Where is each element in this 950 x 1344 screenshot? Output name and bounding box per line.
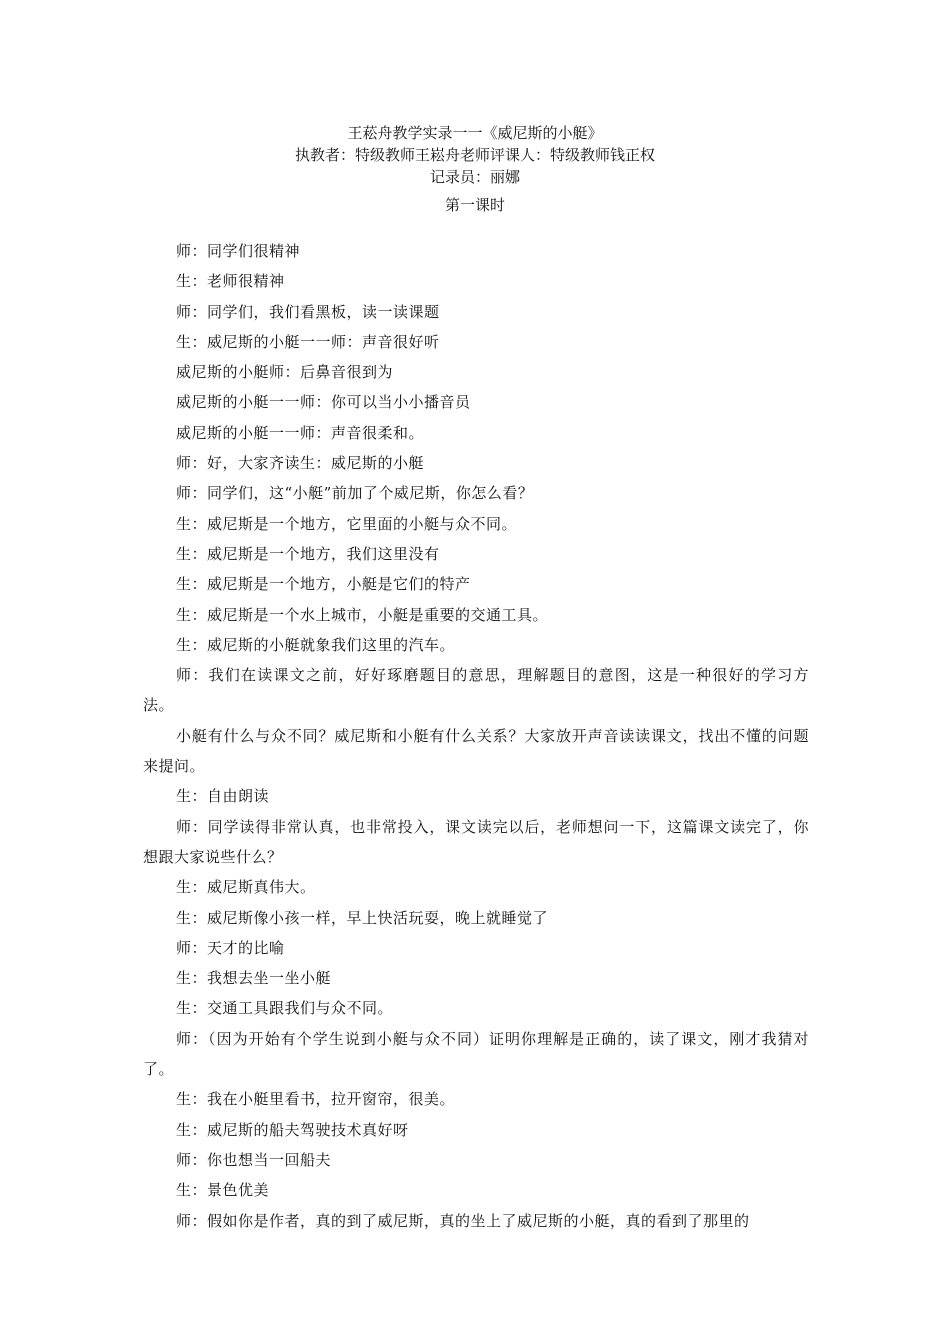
transcript-line: 师：我们在读课文之前，好好琢磨题目的意思，理解题目的意图，这是一种很好的学习方法。 (143, 666, 809, 715)
transcript-body (143, 236, 809, 1236)
document-credits: 执教者：特级教师王崧舟老师评课人：特级教师钱正权 (294, 146, 655, 164)
transcript-line: 生：威尼斯是一个水上城市，小艇是重要的交通工具。 (176, 605, 549, 624)
transcript-line: 生：交通工具跟我们与众不同。 (176, 999, 394, 1018)
transcript-line: 生：我在小艇里看书，拉开窗帘，很美。 (176, 1090, 456, 1109)
transcript-line: 生：我想去坐一坐小艇 (176, 969, 332, 988)
lesson-heading: 第一课时 (444, 196, 505, 214)
transcript-line: 威尼斯的小艇一一师：你可以当小小播音员 (176, 393, 471, 412)
transcript-line: 生：威尼斯的小艇就象我们这里的汽车。 (176, 635, 456, 654)
transcript-line: 生：老师很精神 (176, 272, 285, 291)
document-header (0, 122, 950, 216)
transcript-line: 生：威尼斯的小艇一一师：声音很好听 (176, 332, 440, 351)
transcript-line: 师：同学们，这“小艇”前加了个威尼斯，你怎么看？ (176, 484, 534, 503)
transcript-line: 生：威尼斯的船夫驾驶技术真好呀 (176, 1120, 409, 1139)
transcript-line: 生：威尼斯是一个地方，它里面的小艇与众不同。 (176, 514, 518, 533)
transcript-line: 生：威尼斯是一个地方，我们这里没有 (176, 544, 440, 563)
document-recorder: 记录员：丽娜 (429, 168, 520, 186)
transcript-line: 师：同学们很精神 (176, 242, 301, 260)
transcript-line: 师：好，大家齐读生：威尼斯的小艇 (176, 454, 425, 473)
transcript-line: 生：景色优美 (176, 1181, 270, 1200)
transcript-line: 生：威尼斯是一个地方，小艇是它们的特产 (176, 575, 471, 594)
transcript-line: 师：天才的比喻 (176, 938, 285, 957)
transcript-line: 生：威尼斯像小孩一样，早上快活玩耍，晚上就睡觉了 (176, 908, 549, 927)
transcript-line: 师：（因为开始有个学生说到小艇与众不同）证明你理解是正确的，读了课文，刚才我猜对了。 (143, 1029, 809, 1079)
transcript-line: 师：同学读得非常认真，也非常投入，课文读完以后，老师想问一下，这篇课文读完了，你想跟大家说些什么？ (143, 817, 809, 866)
transcript-line: 师：你也想当一回船夫 (176, 1150, 332, 1169)
transcript-line: 威尼斯的小艇师：后鼻音很到为 (176, 363, 394, 382)
document-title: 王菘舟教学实录一一《威尼斯的小艇》 (347, 124, 603, 142)
transcript-line: 师：假如你是作者，真的到了威尼斯，真的坐上了威尼斯的小艇，真的看到了那里的 (176, 1211, 750, 1230)
transcript-line: 师：同学们，我们看黑板，读一读课题 (176, 302, 440, 321)
transcript-line: 小艇有什么与众不同？威尼斯和小艇有什么关系？大家放开声音读读课文，找出不懂的问题来提问。 (143, 726, 809, 776)
transcript-line: 威尼斯的小艇一一师：声音很柔和。 (176, 423, 425, 442)
transcript-line: 生：威尼斯真伟大。 (176, 878, 316, 897)
transcript-line: 生：自由朗读 (176, 787, 270, 806)
